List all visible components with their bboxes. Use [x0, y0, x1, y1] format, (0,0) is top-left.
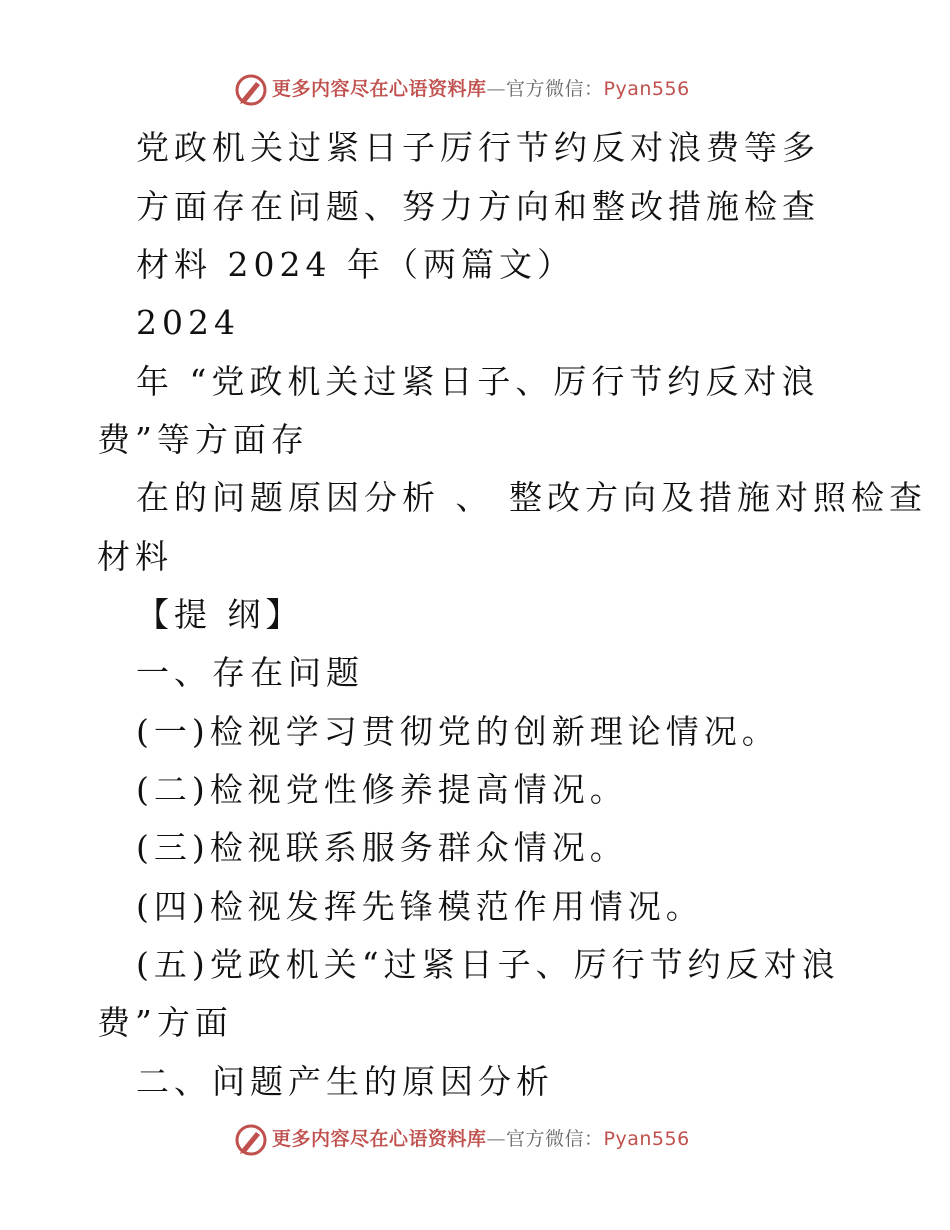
watermark-dash: —	[486, 1128, 507, 1150]
outline-item-3: (三)检视联系服务群众情况。	[136, 828, 628, 867]
subtitle-line-1: 年 “党政机关过紧日子、厉行节约反对浪	[136, 362, 820, 401]
outline-item-5-cont: 费”方面	[97, 1003, 233, 1042]
watermark-official: 官方微信：	[506, 1128, 604, 1150]
watermark-id: Pyan556	[603, 1128, 690, 1150]
outline-heading: 【提 纲】	[136, 595, 304, 634]
subtitle-line-4: 材料	[97, 537, 173, 576]
outline-item-4: (四)检视发挥先锋模范作用情况。	[136, 887, 704, 926]
outline-item-5: (五)党政机关“过紧日子、厉行节约反对浪	[136, 945, 840, 984]
outline-item-2: (二)检视党性修养提高情况。	[136, 770, 628, 809]
watermark-id: Pyan556	[603, 78, 690, 100]
footer-watermark	[0, 1120, 950, 1160]
title-line-3: 材料 2024 年（两篇文）	[136, 245, 575, 284]
subtitle-line-2: 费”等方面存	[97, 420, 309, 459]
watermark-text	[272, 1126, 690, 1152]
watermark-main: 更多内容尽在心语资料库	[272, 1128, 487, 1150]
title-line-2: 方面存在问题、努力方向和整改措施检查	[136, 187, 820, 226]
section-1-heading: 一、存在问题	[136, 653, 364, 692]
watermark-dash: —	[486, 78, 507, 100]
watermark-main: 更多内容尽在心语资料库	[272, 78, 487, 100]
watermark-official: 官方微信：	[506, 78, 604, 100]
outline-item-1: (一)检视学习贯彻党的创新理论情况。	[136, 712, 780, 751]
year-line: 2024	[136, 303, 240, 342]
title-line-1: 党政机关过紧日子厉行节约反对浪费等多	[136, 128, 820, 167]
subtitle-line-3: 在的问题原因分析 、 整改方向及措施对照检查	[136, 478, 927, 517]
pen-logo-icon	[234, 1123, 268, 1157]
section-2-heading: 二、问题产生的原因分析	[136, 1062, 554, 1101]
